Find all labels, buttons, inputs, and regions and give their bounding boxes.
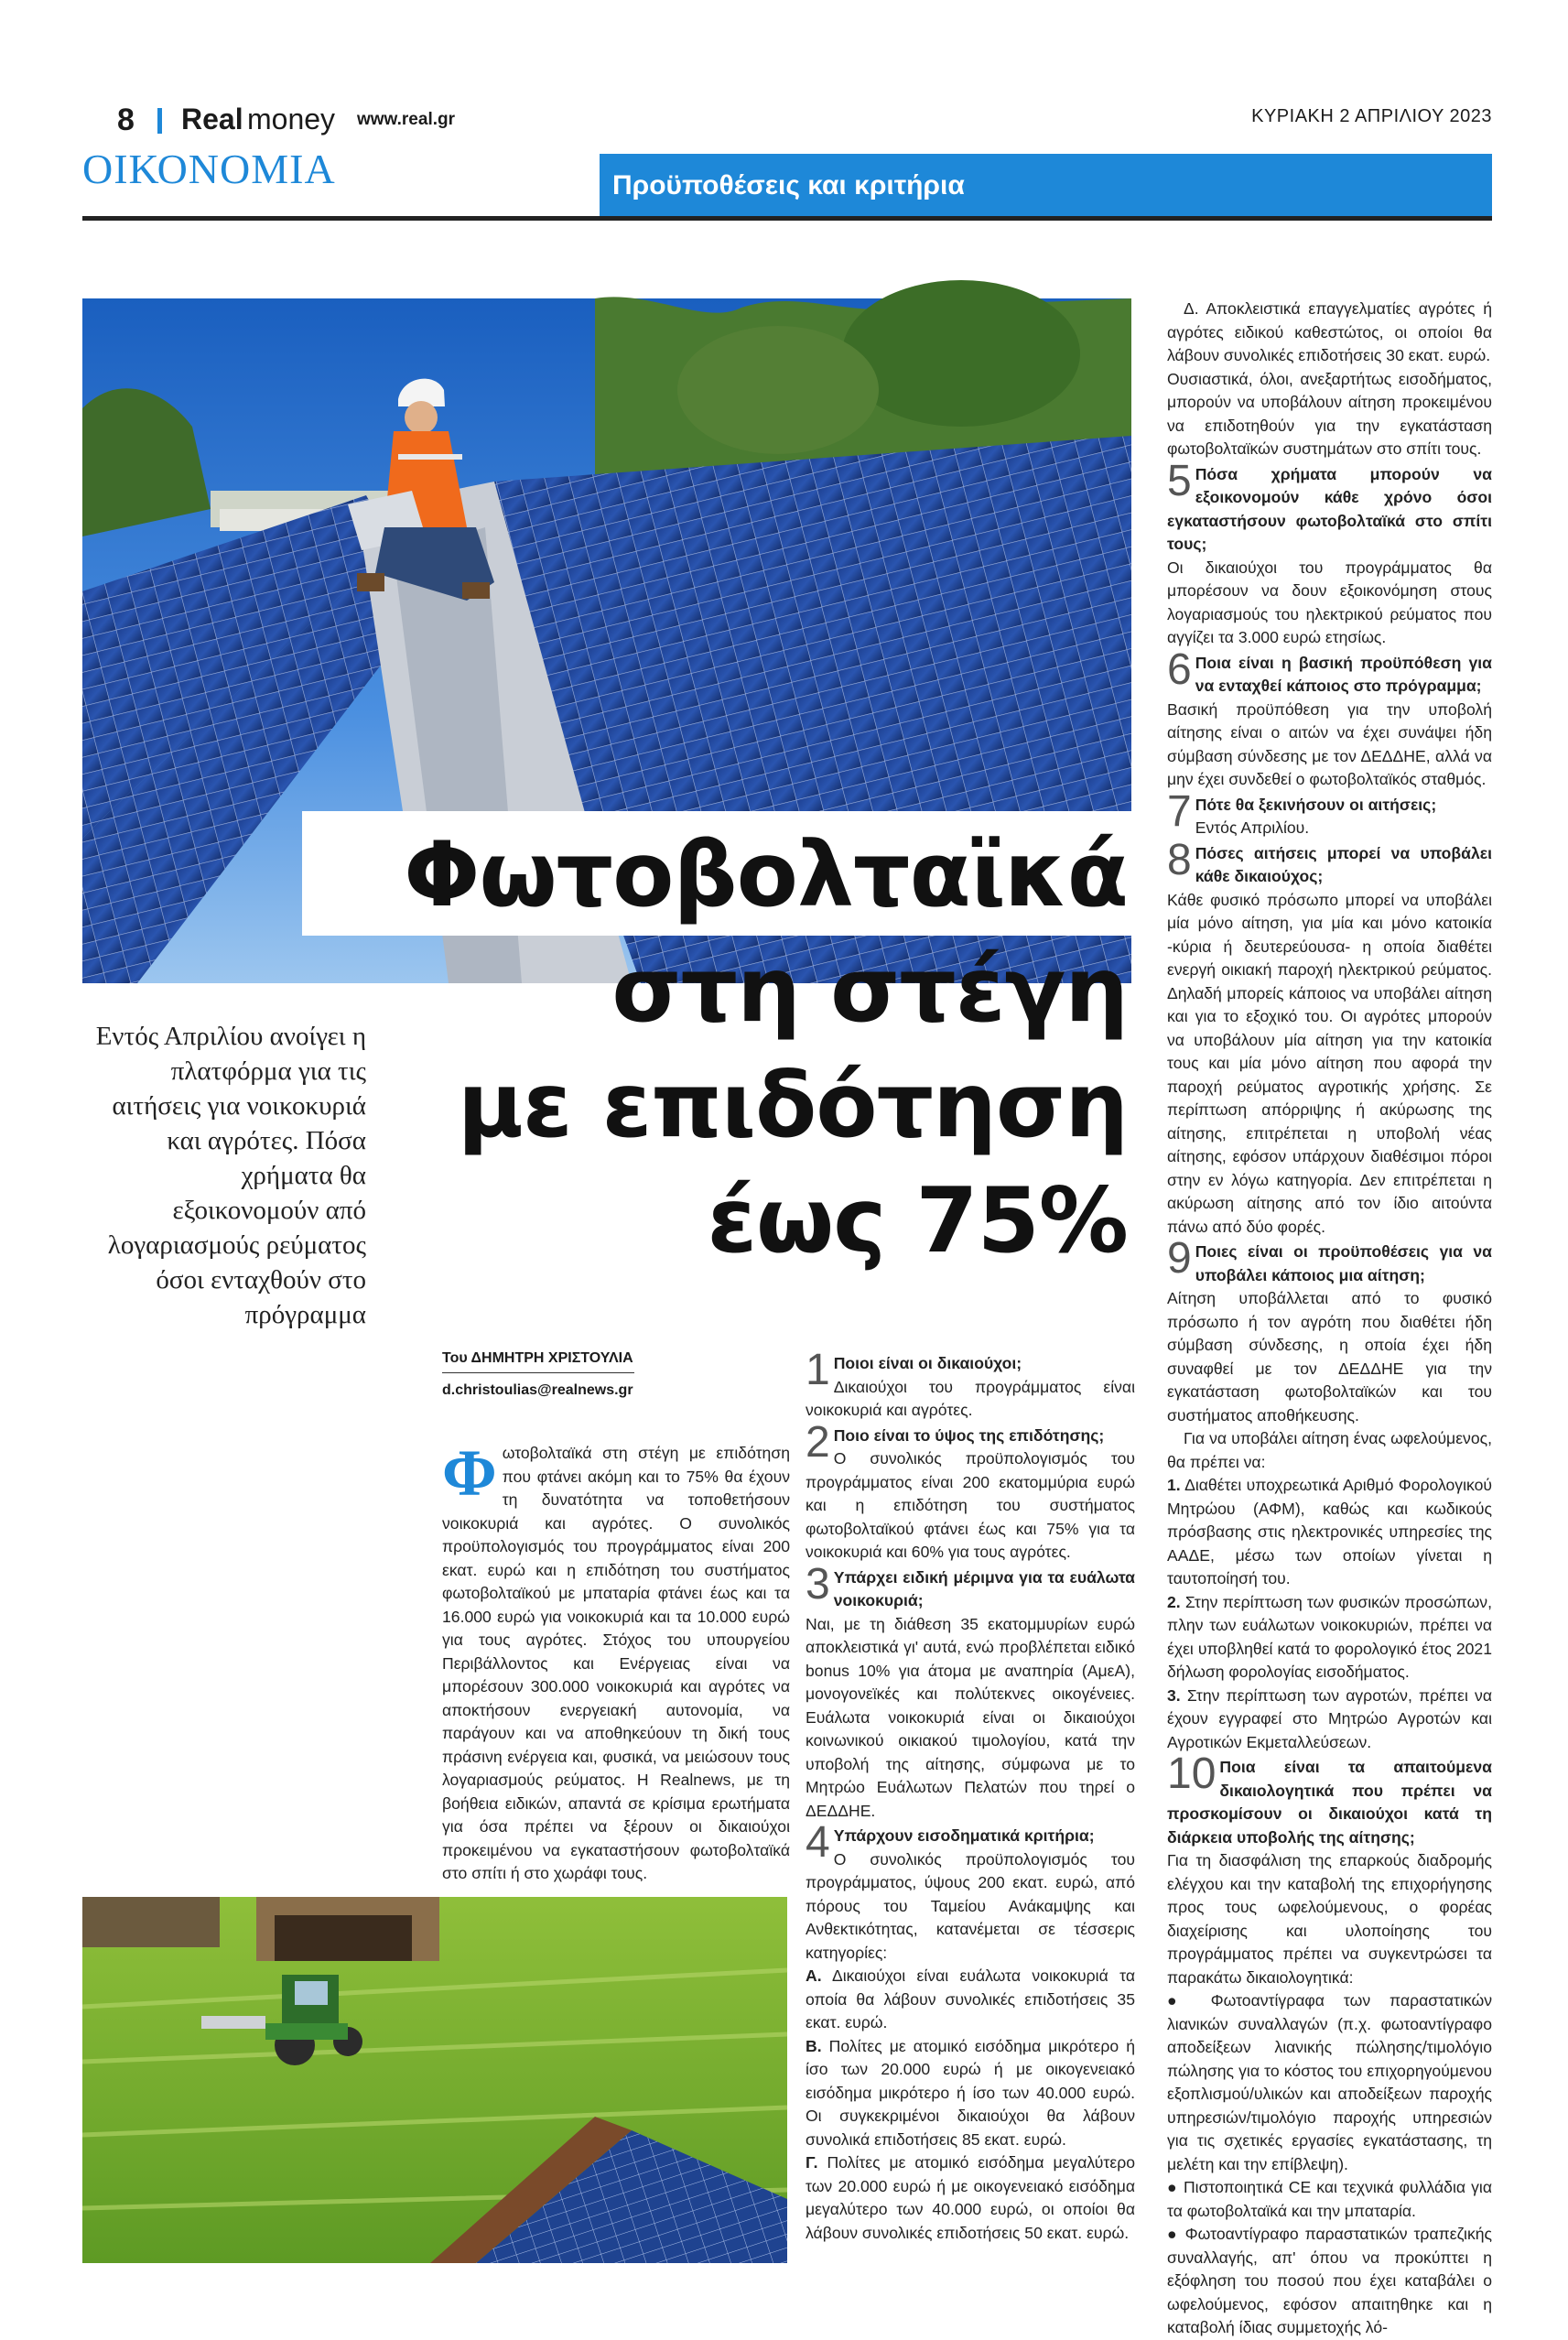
requirement-text: Στην περίπτωση των φυσικών προσώπων, πλην των ευάλωτων νοικοκυριών, πρέπει να έχει υποβληθεί κατά το φορολογικό έτος 2021 δήλωση φορολογίας εισοδήματος.	[1167, 1592, 1492, 1681]
requirement-1	[1167, 1474, 1492, 1591]
bullet-icon: ●	[1167, 2225, 1185, 2243]
issue-date: ΚΥΡΙΑΚΗ 2 ΑΠΡΙΛΙΟΥ 2023	[1251, 106, 1492, 126]
header-rule	[82, 216, 1492, 221]
headline	[320, 818, 1128, 1279]
question-number: 10	[1167, 1750, 1217, 1798]
category-label: Α.	[806, 1966, 822, 1985]
question: Πόσες αιτήσεις μπορεί να υποβάλει κάθε δικαιούχος;	[1195, 843, 1492, 885]
qa-right-column	[1167, 298, 1492, 2340]
answer: Ο συνολικός προϋπολογισμός του προγράμματος είναι 200 εκατομμύρια ευρώ και η επιδότηση του συστήματος φωτοβολταϊκού φτάνει έως και 75% για τα νοικοκυριά και 60% για τους αγρότες.	[806, 1449, 1135, 1561]
question: Ποιοι είναι οι δικαιούχοι;	[833, 1354, 1022, 1372]
brand-url[interactable]: www.real.gr	[357, 110, 455, 129]
requirement-label: 3.	[1167, 1685, 1181, 1705]
question: Ποια είναι η βασική προϋπόθεση για να ενταχθεί κάποιος στο πρόγραμμα;	[1195, 653, 1492, 695]
brand-name-bold: Real	[181, 103, 243, 135]
question-number: 2	[806, 1417, 830, 1467]
category-text: Αποκλειστικά επαγγελματίες αγρότες ή αγρότες ειδικού καθεστώτος, οι οποίοι θα λάβουν συνολικές επιδοτήσεις 30 εκατ. ευρώ.	[1167, 299, 1493, 364]
headline-line-1: Φωτοβολταϊκά	[404, 823, 1128, 927]
category-a	[806, 1965, 1135, 2035]
qa-item	[806, 1417, 1135, 1565]
requirement-text: Διαθέτει υποχρεωτικά Αριθμό Φορολογικού Μητρώου (ΑΦΜ), καθώς και κωδικούς πρόσβασης στις ηλεκτρονικές υπηρεσίες της ΑΑΔΕ, μέσω των οποίων γίνεται η ταυτοποίησή του.	[1167, 1476, 1492, 1587]
question: Ποιο είναι το ύψος της επιδότησης;	[833, 1425, 1105, 1445]
headline-line-2: στη στέγη	[611, 938, 1128, 1043]
question-number: 6	[1167, 645, 1192, 694]
section-title: ΟΙΚΟΝΟΜΙΑ	[82, 146, 336, 192]
document-item	[1167, 2176, 1492, 2223]
byline	[442, 1350, 634, 1399]
masthead	[82, 103, 1492, 139]
answer: Κάθε φυσικό πρόσωπο μπορεί να υποβάλει μία μόνο αίτηση, για μία και μόνο κατοικία -κύρια ή δευτερεύουσα- η οποία διαθέτει ενεργή οικιακή παροχή ηλεκτρικού ρεύματος. Δηλαδή μπορείς κάποιος να υποβάλει αίτηση και για το εξοχικό του. Οι αγρότες μπορούν να υποβάλουν μία αίτηση για την κατοικία τους και μία μόνο αίτηση που αφορά την παροχή ρεύματος αγροτικής χρήσης. Σε περίπτωση απόρριψης ή ακύρωσης της αίτησης, επιτρέπεται η υποβολή νέας αίτησης, εφόσον υπάρχουν διαθέσιμοι πόροι στην εν λόγω κατηγορία. Δεν επιτρέπεται η ακύρωση αίτησης από τον ίδιο αιτούντα πάνω από δύο φορές.	[1167, 890, 1492, 1236]
intro-text: ωτοβολταϊκά στη στέγη με επιδότηση που φτάνει ακόμη και το 75% θα έχουν τη δυνατότητα να τοποθετήσουν νοικοκυριά και αγρότες. Ο συνολικός προϋπολογισμός του προγράμματος είναι 200 εκατ. ευρώ και η επιδότηση του συστήματος φωτοβολταϊκού με μπαταρία φτάνει έως και τα 16.000 ευρώ για νοικοκυριά και τα 10.000 ευρώ για τους αγρότες. Στόχος του υπουργείου Περιβάλλοντος και Ενέργειας είναι να μπορέσουν 300.000 νοικοκυριά και αγρότες να αποκτήσουν ενεργειακή αυτονομία, να παράγουν και να αποθηκεύουν τη δική τους πράσινη ενέργεια και, φυσικά, να μειώσουν τους λογαριασμούς ρεύματος. Η Realnews, με τη βοήθεια ειδικών, απαντά σε κρίσιμα ερωτήματα για όσα πρέπει να ξέρουν οι δικαιούχοι προκειμένου να εγκαταστήσουν φωτοβολταϊκά στο σπίτι ή στο χωράφι τους.	[442, 1444, 790, 1882]
question: Ποιες είναι οι προϋποθέσεις για να υποβάλει κάποιος μια αίτηση;	[1195, 1242, 1492, 1284]
question: Πόσα χρήματα μπορούν να εξοικονομούν κάθε χρόνο όσοι εγκαταστήσουν φωτοβολταϊκά στο σπίτι τους;	[1167, 464, 1492, 553]
requirement-3	[1167, 1685, 1492, 1755]
question: Ποια είναι τα απαιτούμενα δικαιολογητικά που πρέπει να προσκομίσουν οι δικαιούχοι κατά τη διάρκεια υποβολής της αίτησης;	[1167, 1758, 1492, 1847]
question-number: 9	[1167, 1234, 1192, 1283]
qa-item	[1167, 1750, 1492, 1989]
qa-item	[1167, 786, 1492, 840]
headline-line-4: έως 75%	[707, 1169, 1128, 1273]
answer: Οι δικαιούχοι του προγράμματος θα μπορέσουν να δουν εξοικονόμηση στους λογαριασμούς του ηλεκτρικού ρεύματος που αγγίζει τα 3.000 ευρώ ετησίως.	[1167, 558, 1492, 646]
qa-item	[1167, 456, 1492, 650]
document-item	[1167, 1989, 1492, 2176]
document-item	[1167, 2223, 1492, 2340]
category-b	[806, 2035, 1135, 2152]
page-divider	[157, 108, 162, 134]
brand-name-light: money	[247, 103, 336, 135]
qa-middle-column	[806, 1346, 1135, 2245]
answer: Ο συνολικός προϋπολογισμός του προγράμματος, ύψους 200 εκατ. ευρώ, από πόρους του Ταμείου Ανάκαμψης και Ανθεκτικότητας, κατανέμεται σε τέσσερις κατηγορίες:	[806, 1849, 1135, 1962]
requirement-2	[1167, 1591, 1492, 1685]
document-text: Φωτοαντίγραφα των παραστατικών λιανικών συναλλαγών (π.χ. φωτοαντίγραφο αποδείξεων λιανικής πώλησης/τιμολόγιο πώλησης για το κόστος του επιχορηγούμενου εξοπλισμού/υλικών και αποδείξεων παροχής υπηρεσιών/τιμολόγιο παροχής υπηρεσιών για τις σχετικές εργασίες εγκατάστασης, τη μελέτη και την επίβλεψη).	[1167, 1991, 1492, 2173]
qa-item	[1167, 835, 1492, 1240]
answer: Εντός Απριλίου.	[1195, 818, 1310, 837]
answer: Δικαιούχοι του προγράμματος είναι νοικοκυριά και αγρότες.	[806, 1377, 1135, 1419]
category-d	[1167, 298, 1492, 368]
author-email[interactable]: d.christoulias@realnews.gr	[442, 1382, 633, 1398]
category-text: Πολίτες με ατομικό εισόδημα μεγαλύτερο των 20.000 ευρώ ή με οικογενειακό εισόδημα μεγαλύτερο των 40.000 ευρώ, οι οποίοι θα λάβουν συνολικές επιδοτήσεις 50 εκατ. ευρώ.	[806, 2153, 1135, 2242]
question: Πότε θα ξεκινήσουν οι αιτήσεις;	[1195, 795, 1437, 814]
question-number: 1	[806, 1346, 830, 1394]
requirement-label: 1.	[1167, 1476, 1181, 1494]
headline-line-3: με επιδότηση	[457, 1054, 1128, 1158]
drop-cap: Φ	[442, 1436, 497, 1510]
qa-item	[1167, 645, 1492, 792]
qa-item	[1167, 1234, 1492, 1427]
answer: Για τη διασφάλιση της επαρκούς διαδρομής ελέγχου και την καταβολή της επιχορήγησης προς τους ωφελούμενους, ο φορέας διαχείρισης και υλοποίησης του προγράμματος πρέπει να συγκεντρώσει τα παρακάτω δικαιολογητικά:	[1167, 1851, 1492, 1987]
category-label: Γ.	[806, 2153, 818, 2172]
answer: Ναι, με τη διάθεση 35 εκατομμυρίων ευρώ αποκλειστικά γι' αυτά, ενώ προβλέπεται ειδικό bonus 10% για άτομα με αναπηρία (ΑμεΑ), μονογονεϊκές και πολύτεκνες οικογένειες. Ευάλωτα νοικοκυριά είναι οι δικαιούχοι κοινωνικού οικιακού τιμολογίου, κατά την υποβολή της αίτησης, σύμφωνα με το Μητρώο Ευάλωτων Πελατών που τηρεί ο ΔΕΔΔΗΕ.	[806, 1614, 1135, 1820]
document-text: Φωτοαντίγραφο παραστατικών τραπεζικής συναλλαγής, απ' όπου να προκύπτει η εξόφληση του ποσού που έχει καταβάλει ο ωφελούμενος, εφόσον απαιτηθηκε και η καταβολή ίδιας συμμετοχής λό-	[1167, 2225, 1493, 2336]
category-text: Δικαιούχοι είναι ευάλωτα νοικοκυριά τα οποία θα λάβουν συνολικές επιδοτήσεις 35 εκατ. ευρώ.	[806, 1966, 1135, 2031]
question-number: 3	[806, 1559, 830, 1609]
category-label: Β.	[806, 2036, 822, 2055]
subheadline: Εντός Απριλίου ανοίγει η πλατφόρμα για τις αιτήσεις για νοικοκυριά και αγρότες. Πόσα χρήματα θα εξοικονομούν από λογαριασμούς ρεύματος όσοι ενταχθούν στο πρόγραμμα	[95, 1022, 366, 1329]
author-name: Του ΔΗΜΗΤΡΗ ΧΡΙΣΤΟΥΛΙΑ	[442, 1350, 634, 1373]
question: Υπάρχουν εισοδηματικά κριτήρια;	[833, 1826, 1095, 1845]
answer: Βασική προϋπόθεση για την υποβολή αίτησης είναι ο αιτών να έχει συνάψει ήδη σύμβαση σύνδεσης με τον ΔΕΔΔΗΕ, αλλά να μην έχει συνδεθεί ο φωτοβολταϊκός σταθμός.	[1167, 699, 1492, 788]
category-text: Πολίτες με ατομικό εισόδημα μικρότερο ή ίσο των 20.000 ευρώ ή με οικογενειακό εισόδημα μικρότερο ή ίσο των 40.000 ευρώ. Οι συγκεκριμένοι δικαιούχοι θα λάβουν συνολικά επιδοτήσεις 85 εκατ. ευρώ.	[806, 2036, 1135, 2149]
qa-item	[806, 1818, 1135, 1965]
section-tag: Προϋποθέσεις και κριτήρια	[600, 154, 1492, 218]
question: Υπάρχει ειδική μέριμνα για τα ευάλωτα νοικοκυριά;	[833, 1567, 1135, 1609]
answer: Αίτηση υποβάλλεται από το φυσικό πρόσωπο ή τον αγρότη που διαθέτει ήδη σύμβαση σύνδεσης, η οποία έχει ήδη συναφθεί με τον ΔΕΔΔΗΕ για την εγκατάσταση φωτοβολταϊκών και του συστήματος αποθήκευσης.	[1167, 1289, 1492, 1425]
document-text: Πιστοποιητικά CE και τεχνικά φυλλάδια για τα φωτοβολταϊκά και την μπαταρία.	[1167, 2178, 1493, 2220]
qa-item	[806, 1559, 1135, 1824]
intro-column	[442, 1436, 790, 1886]
eligibility-note: Ουσιαστικά, όλοι, ανεξαρτήτως εισοδήματος, μπορούν να υποβάλουν αίτηση προκειμένου να επιδοτηθούν για την εγκατάσταση φωτοβολταϊκών συστημάτων στο σπίτι τους.	[1167, 369, 1492, 458]
farm-tractor-photo	[82, 1897, 787, 2263]
requirement-label: 2.	[1167, 1592, 1181, 1611]
requirement-text: Στην περίπτωση των αγροτών, πρέπει να έχουν εγγραφεί στο Μητρώο Αγροτών και Αγροτικών Εκμεταλλεύσεων.	[1167, 1685, 1493, 1751]
question-number: 7	[1167, 786, 1192, 836]
page-number: 8	[117, 103, 135, 137]
question-number: 8	[1167, 835, 1192, 884]
bullet-icon: ●	[1167, 2178, 1184, 2196]
category-c	[806, 2151, 1135, 2245]
qa-item	[806, 1346, 1135, 1423]
question-number: 4	[806, 1818, 830, 1867]
category-label: Δ.	[1184, 299, 1199, 318]
bullet-icon: ●	[1167, 1991, 1211, 2010]
question-number: 5	[1167, 456, 1192, 505]
requirements-intro: Για να υποβάλει αίτηση ένας ωφελούμενος, θα πρέπει να:	[1167, 1429, 1492, 1471]
